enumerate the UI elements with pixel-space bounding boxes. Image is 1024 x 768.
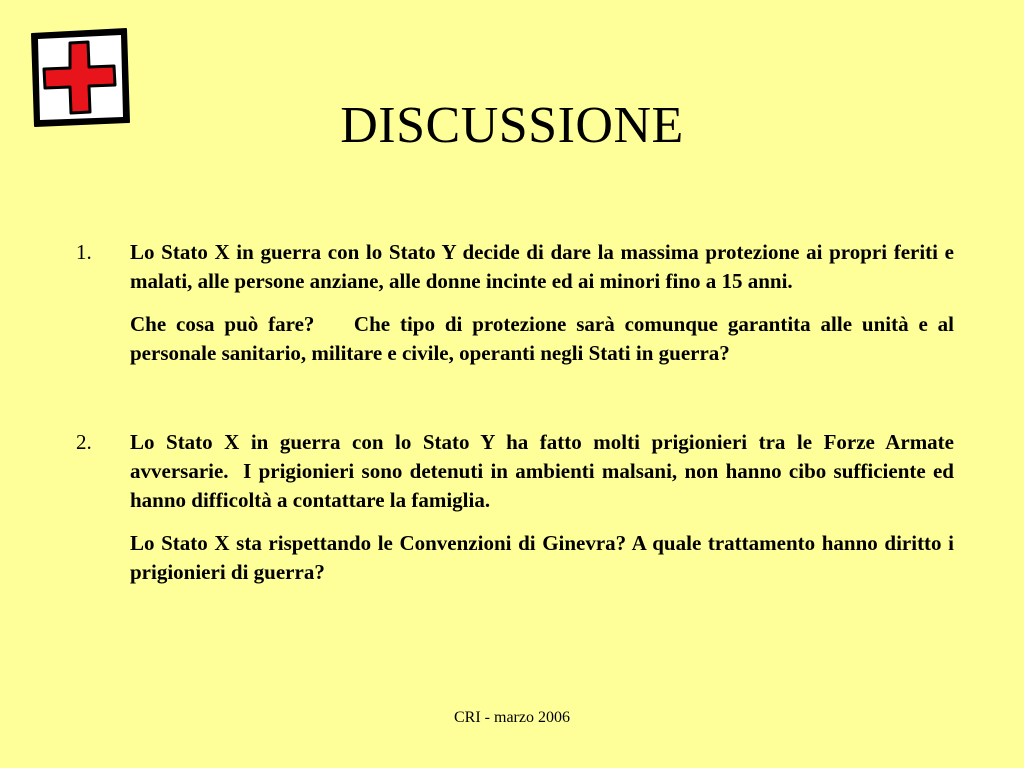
discussion-item-2: [76, 428, 954, 587]
item-number: 2.: [76, 430, 92, 454]
slide-title: DISCUSSIONE: [340, 97, 684, 154]
discussion-list: [76, 238, 954, 587]
item-follow-up: Lo Stato X sta rispettando le Convenzioni di Ginevra? A quale trattamento hanno diritto i prigionieri di guerra?: [130, 531, 954, 584]
item-question: Lo Stato X in guerra con lo Stato Y decide di dare la massima protezione ai propri feriti e malati, alle persone anziane, alle donne incinte ed ai minori fino a 15 anni.: [130, 240, 954, 293]
slide-footer: CRI - marzo 2006: [454, 709, 570, 726]
discussion-item-1: [76, 238, 954, 368]
item-number: 1.: [76, 240, 92, 264]
item-question: Lo Stato X in guerra con lo Stato Y ha fatto molti prigionieri tra le Forze Armate avversarie. I prigionieri sono detenuti in ambienti malsani, non hanno cibo sufficiente ed hanno difficoltà a contattare la famiglia.: [130, 430, 954, 512]
item-follow-up: Che cosa può fare? Che tipo di protezione sarà comunque garantita alle unità e al personale sanitario, militare e civile, operanti negli Stati in guerra?: [130, 312, 954, 365]
